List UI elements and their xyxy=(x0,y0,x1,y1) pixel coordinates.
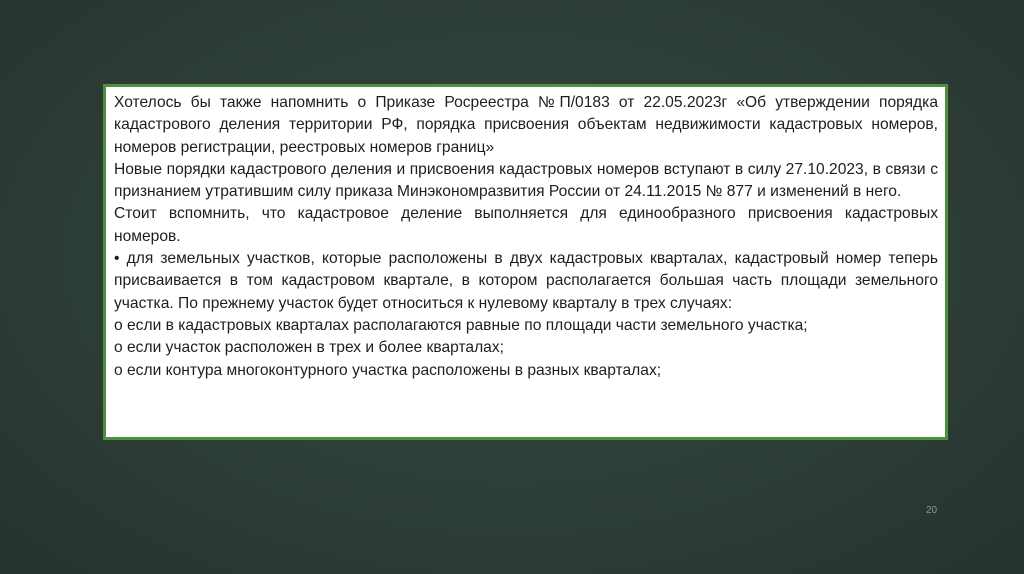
paragraph-order-reference: Хотелось бы также напомнить о Приказе Росреестра №П/0183 от 22.05.2023г «Об утверждении порядка кадастрового деления территории РФ, порядка присвоения объектам недвижимости кадастровых номеров, номеров регистрации, реестровых номеров границ» xyxy=(114,94,938,156)
list-item-equal-parts: о если в кадастровых кварталах располагаются равные по площади части земельного участка; xyxy=(114,316,808,334)
paragraph-effective-date: Новые порядки кадастрового деления и присвоения кадастровых номеров вступают в силу 27.10.2023, в связи с признанием утратившим силу приказа Минэкономразвития России от 24.11.2015 № 877 и изменений в него. xyxy=(114,160,938,201)
page-number: 20 xyxy=(926,505,938,516)
paragraph-cadastral-division: Стоит вспомнить, что кадастровое деление выполняется для единообразного присвоения кадастровых номеров. xyxy=(114,205,938,245)
paragraph-bullet-land-plots: • для земельных участков, которые расположены в двух кадастровых кварталах, кадастровый номер теперь присваивается в том кадастровом квартале, в котором располагается большая часть площади земельного участка. По прежнему участок будет относиться к нулевому кварталу в трех случаях: xyxy=(114,250,938,312)
list-item-three-quarters: о если участок расположен в трех и более кварталах; xyxy=(114,339,504,357)
list-item-multi-contour: о если контура многоконтурного участка расположены в разных кварталах; xyxy=(114,361,662,379)
text-box xyxy=(103,84,948,440)
